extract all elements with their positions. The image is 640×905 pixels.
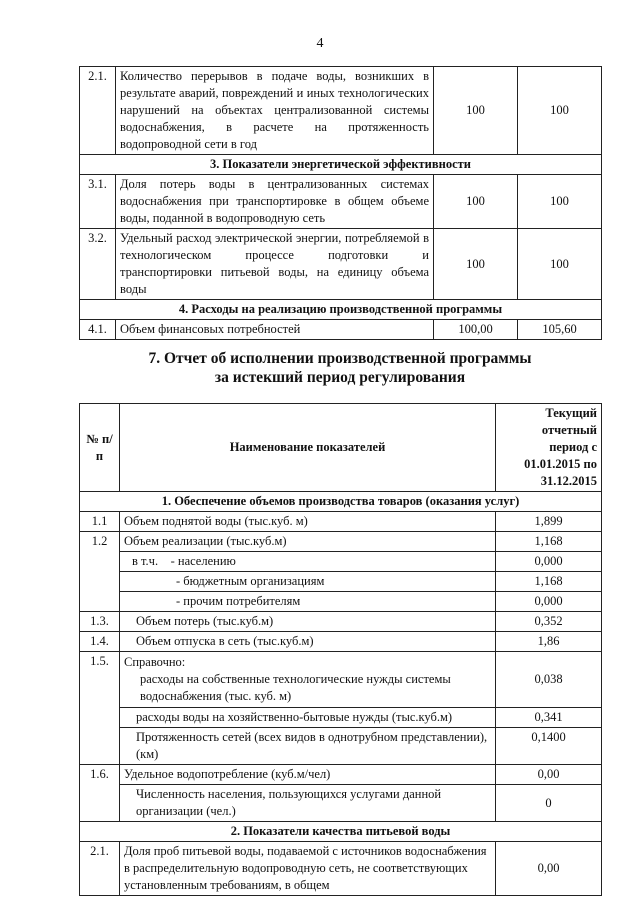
table-row: [80, 612, 602, 632]
row-value: 0,1400: [496, 728, 602, 765]
row-name: расходы воды на хозяйственно-бытовые нужды (тыс.куб.м): [120, 708, 496, 728]
row-name: Удельное водопотребление (куб.м/чел): [120, 765, 496, 785]
row-num: 1.5.: [80, 652, 120, 765]
row-value: 0,341: [496, 708, 602, 728]
section-row: [80, 492, 602, 512]
row-name: Объем финансовых потребностей: [116, 320, 434, 340]
row-num: 4.1.: [80, 320, 116, 340]
section-row: [80, 155, 602, 175]
table-row: [80, 728, 602, 765]
table-row: [80, 785, 602, 822]
section-heading: [60, 349, 620, 387]
row-num: 1.6.: [80, 765, 120, 822]
report-table: [79, 403, 602, 896]
row-value-plan: 100,00: [434, 320, 518, 340]
row-value-actual: 100: [518, 229, 602, 300]
row-name: в т.ч. - населению: [120, 552, 496, 572]
row-num: 1.1: [80, 512, 120, 532]
row-value: 0,00: [496, 842, 602, 896]
header-name: Наименование показателей: [120, 404, 496, 492]
row-name: Объем поднятой воды (тыс.куб. м): [120, 512, 496, 532]
reference-label: Справочно:: [124, 655, 186, 669]
table-row: [80, 532, 602, 552]
table-row: [80, 229, 602, 300]
heading-line-2: за истекший период регулирования: [214, 369, 466, 386]
row-name: Количество перерывов в подаче воды, возникших в результате аварий, повреждений и иных технологических нарушений на объектах централизованной системы водоснабжения, в расчете на протяженность водопроводной сети в год: [116, 67, 434, 155]
row-value: 0,038: [496, 652, 602, 708]
table-row: [80, 67, 602, 155]
row-num: 3.2.: [80, 229, 116, 300]
table-row: [80, 652, 602, 708]
section-title: 2. Показатели качества питьевой воды: [80, 822, 602, 842]
row-value: 0,352: [496, 612, 602, 632]
section-title: 4. Расходы на реализацию производственной программы: [80, 300, 602, 320]
heading-line-1: 7. Отчет об исполнении производственной программы: [148, 350, 532, 367]
row-num: 2.1.: [80, 842, 120, 896]
table-row: [80, 765, 602, 785]
row-value-actual: 100: [518, 67, 602, 155]
row-name: Объем потерь (тыс.куб.м): [120, 612, 496, 632]
row-value-plan: 100: [434, 175, 518, 229]
table-header-row: [80, 404, 602, 492]
table-row: [80, 572, 602, 592]
header-period: Текущий отчетный период с 01.01.2015 по 31.12.2015: [496, 404, 602, 492]
performance-table: [79, 66, 602, 340]
row-value-plan: 100: [434, 229, 518, 300]
row-name: Доля проб питьевой воды, подаваемой с источников водоснабжения в распределительную водопроводную сеть, не соответствующих установленным требованиям, в общем: [120, 842, 496, 896]
section-title: 1. Обеспечение объемов производства товаров (оказания услуг): [80, 492, 602, 512]
row-num: 1.3.: [80, 612, 120, 632]
row-value: 1,168: [496, 532, 602, 552]
row-num: 1.4.: [80, 632, 120, 652]
row-name: - прочим потребителям: [120, 592, 496, 612]
table-row: [80, 552, 602, 572]
table-row: [80, 512, 602, 532]
table-row: [80, 175, 602, 229]
row-name: расходы на собственные технологические нужды системы водоснабжения (тыс. куб. м): [140, 672, 451, 703]
row-value: 1,899: [496, 512, 602, 532]
table-row: [80, 320, 602, 340]
row-name: Протяженность сетей (всех видов в однотрубном представлении), (км): [120, 728, 496, 765]
section-title: 3. Показатели энергетической эффективности: [80, 155, 602, 175]
row-name: Объем отпуска в сеть (тыс.куб.м): [120, 632, 496, 652]
row-value-actual: 105,60: [518, 320, 602, 340]
row-name: Объем реализации (тыс.куб.м): [120, 532, 496, 552]
row-name: - бюджетным организациям: [120, 572, 496, 592]
row-num: 1.2: [80, 532, 120, 612]
table-row: [80, 842, 602, 896]
section-row: [80, 300, 602, 320]
row-value: 0,000: [496, 592, 602, 612]
header-num: № п/п: [80, 404, 120, 492]
row-value-plan: 100: [434, 67, 518, 155]
row-name-block: [120, 652, 496, 708]
table-row: [80, 632, 602, 652]
row-value: 0,00: [496, 765, 602, 785]
row-value: 0,000: [496, 552, 602, 572]
page-number: 4: [316, 36, 324, 51]
table-row: [80, 592, 602, 612]
row-name: Доля потерь воды в централизованных системах водоснабжения при транспортировке в общем объеме воды, поданной в водопроводную сеть: [116, 175, 434, 229]
row-name: Численность населения, пользующихся услугами данной организации (чел.): [120, 785, 496, 822]
row-value: 1,168: [496, 572, 602, 592]
row-num: 3.1.: [80, 175, 116, 229]
row-num: 2.1.: [80, 67, 116, 155]
row-value: 0: [496, 785, 602, 822]
row-value: 1,86: [496, 632, 602, 652]
row-value-actual: 100: [518, 175, 602, 229]
section-row: [80, 822, 602, 842]
row-name: Удельный расход электрической энергии, потребляемой в технологическом процессе подготовки и транспортировки питьевой воды, на единицу объема воды: [116, 229, 434, 300]
table-row: [80, 708, 602, 728]
